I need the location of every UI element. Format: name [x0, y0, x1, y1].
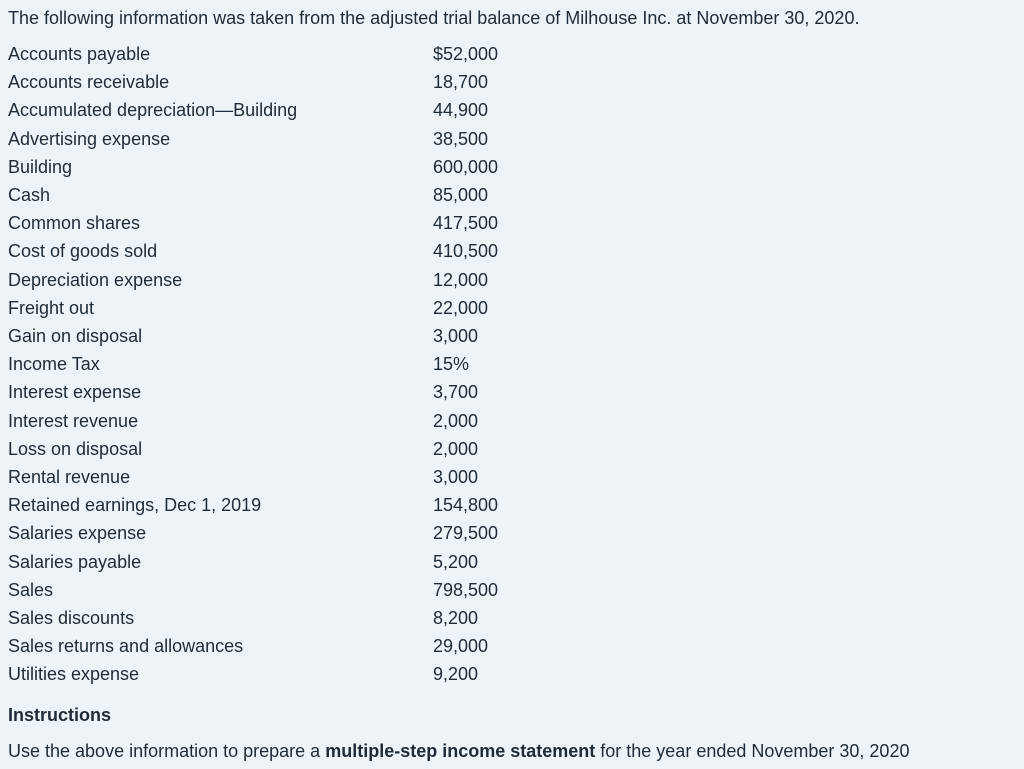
account-name: Rental revenue	[8, 467, 131, 488]
account-amount: 44,900	[433, 100, 489, 121]
account-name: Accounts payable	[8, 44, 151, 64]
account-amount: 798,500	[433, 579, 499, 600]
account-amount: 2,000	[433, 410, 479, 431]
account-amount: 9,200	[433, 664, 479, 685]
account-name: Cash	[8, 185, 51, 206]
account-name: Depreciation expense	[8, 269, 183, 290]
table-row	[8, 576, 553, 604]
instructions-text-before: Use the above information to prepare a	[8, 740, 326, 761]
account-amount: 5,200	[433, 551, 479, 572]
account-name: Gain on disposal	[8, 326, 143, 347]
table-row	[8, 68, 553, 96]
account-amount: 38,500	[433, 128, 489, 149]
trial-balance-body	[8, 40, 553, 689]
account-name: Loss on disposal	[8, 438, 143, 459]
table-row	[8, 209, 553, 237]
account-amount: 410,500	[433, 241, 499, 262]
account-name: Sales	[8, 579, 54, 600]
account-amount: 8,200	[433, 608, 479, 629]
account-amount: 417,500	[433, 213, 499, 234]
account-amount: 279,500	[433, 523, 499, 544]
account-amount: 22,000	[433, 297, 489, 318]
account-amount: 154,800	[433, 495, 499, 516]
table-row	[8, 435, 553, 463]
table-row	[8, 294, 553, 322]
account-name: Freight out	[8, 297, 95, 318]
intro-text: The following information was taken from the adjusted trial balance of Milhouse Inc. at November 30, 2020.	[8, 8, 860, 28]
account-amount: 15%	[433, 354, 470, 375]
account-name: Salaries payable	[8, 551, 142, 572]
trial-balance-table	[8, 40, 553, 689]
table-row	[8, 519, 553, 547]
table-row	[8, 632, 553, 660]
account-amount: 600,000	[433, 156, 499, 177]
account-name: Accounts receivable	[8, 72, 170, 93]
account-name: Common shares	[8, 213, 141, 234]
account-amount: 2,000	[433, 438, 479, 459]
account-amount: 3,000	[433, 467, 479, 488]
account-amount: 3,000	[433, 326, 479, 347]
account-name: Advertising expense	[8, 128, 171, 149]
instructions-text-bold: multiple-step income statement	[325, 740, 596, 761]
table-row	[8, 40, 553, 68]
account-amount: 85,000	[433, 185, 489, 206]
instructions-heading: Instructions	[8, 704, 112, 725]
account-name: Cost of goods sold	[8, 241, 158, 262]
instructions-text-after: for the year ended November 30, 2020	[595, 740, 910, 761]
account-amount: 12,000	[433, 269, 489, 290]
instructions-text	[8, 739, 1016, 763]
table-row	[8, 378, 553, 406]
table-row	[8, 463, 553, 491]
table-row	[8, 153, 553, 181]
account-amount: 3,700	[433, 382, 479, 403]
account-name: Building	[8, 156, 73, 177]
account-amount: $52,000	[433, 44, 499, 64]
account-name: Interest expense	[8, 382, 142, 403]
table-row	[8, 181, 553, 209]
account-amount: 18,700	[433, 72, 489, 93]
account-name: Utilities expense	[8, 664, 140, 685]
table-row	[8, 322, 553, 350]
table-row	[8, 266, 553, 294]
table-row	[8, 407, 553, 435]
account-amount: 29,000	[433, 636, 489, 657]
table-row	[8, 125, 553, 153]
account-name: Sales returns and allowances	[8, 636, 244, 657]
account-name: Salaries expense	[8, 523, 147, 544]
table-row	[8, 350, 553, 378]
table-row	[8, 660, 553, 688]
table-row	[8, 237, 553, 265]
table-row	[8, 604, 553, 632]
account-name: Retained earnings, Dec 1, 2019	[8, 495, 262, 516]
account-name: Interest revenue	[8, 410, 139, 431]
table-row	[8, 96, 553, 124]
table-row	[8, 491, 553, 519]
account-name: Sales discounts	[8, 608, 135, 629]
account-name: Accumulated depreciation—Building	[8, 100, 298, 121]
table-row	[8, 548, 553, 576]
account-name: Income Tax	[8, 354, 100, 375]
